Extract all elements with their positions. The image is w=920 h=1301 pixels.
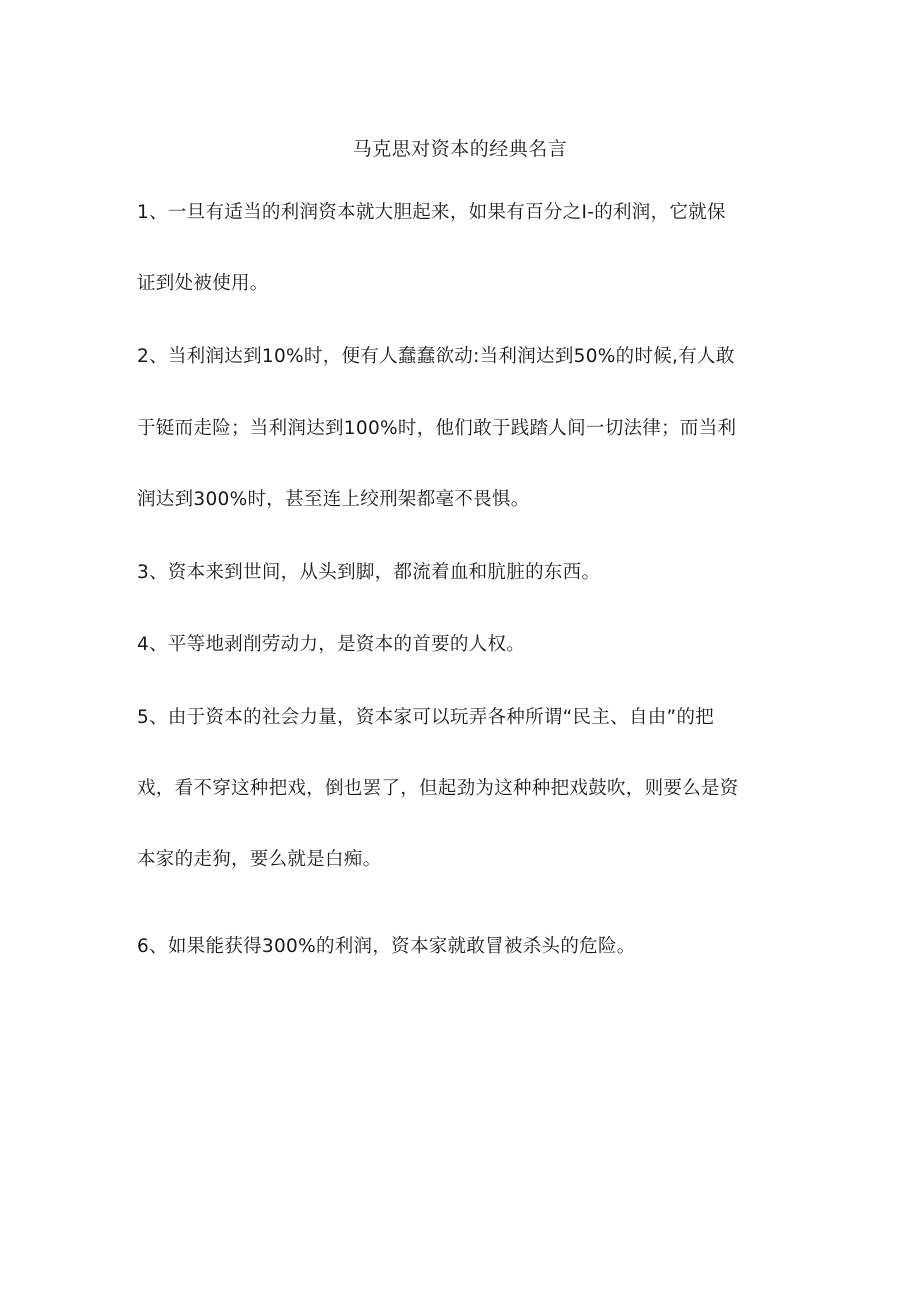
- quote-1-line-1: 1、一旦有适当的利润资本就大胆起来，如果有百分之I-的利润，它就保: [137, 202, 726, 223]
- quote-2-line-3: 润达到300%时，甚至连上绞刑架都毫不畏惧。: [137, 489, 530, 510]
- quote-4-line-1: 4、平等地剥削劳动力，是资本的首要的人权。: [137, 634, 526, 655]
- quote-2-line-2: 于铤而走险；当利润达到100%时，他们敢于践踏人间一切法律；而当利: [137, 418, 737, 439]
- quote-5-line-2: 戏，看不穿这种把戏，倒也罢了，但起劲为这种种把戏鼓吹，则要么是资: [137, 778, 739, 799]
- quote-6-line-1: 6、如果能获得300%的利润，资本家就敢冒被杀头的危险。: [137, 936, 636, 957]
- quote-3-line-1: 3、资本来到世间，从头到脚，都流着血和肮脏的东西。: [137, 562, 601, 583]
- quote-1-line-2: 证到处被使用。: [137, 273, 269, 294]
- quote-5-line-3: 本家的走狗，要么就是白痴。: [137, 849, 382, 870]
- page-title: 马克思对资本的经典名言: [352, 138, 568, 160]
- quote-5-line-1: 5、由于资本的社会力量，资本家可以玩弄各种所谓“民主、自由”的把: [137, 707, 715, 728]
- quote-2-line-1: 2、当利润达到10%时，便有人蠢蠢欲动:当利润达到50%的时候,有人敢: [137, 346, 735, 367]
